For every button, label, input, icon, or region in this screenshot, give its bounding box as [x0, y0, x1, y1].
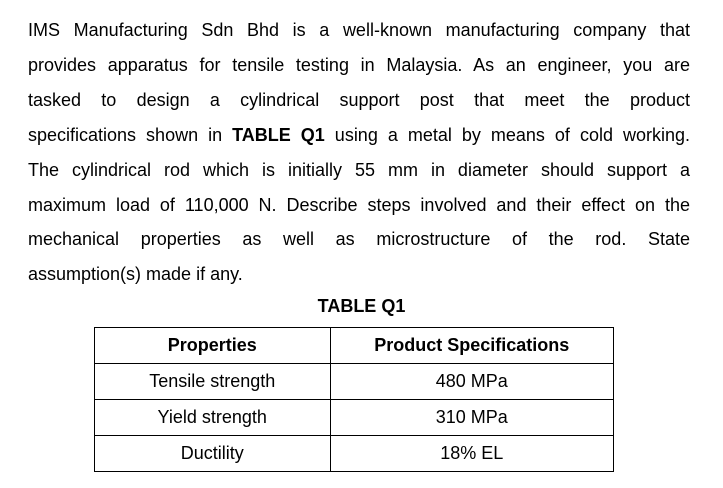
paragraph-text: maximum load of 110,000 N. Describe steps involved and their effect on the: [28, 194, 690, 215]
paragraph-text: The cylindrical rod which is initially 55 mm in diameter should support a: [28, 159, 690, 180]
paragraph-line: [28, 13, 690, 48]
paragraph-line: [28, 188, 690, 223]
table-title: TABLE Q1: [317, 296, 406, 316]
table-reference: TABLE Q1: [232, 124, 325, 145]
paragraph-text: tasked to design a cylindrical support post that meet the product: [28, 89, 690, 110]
spec-table: [94, 327, 614, 472]
paragraph-text: specifications shown in: [28, 124, 233, 145]
table-header-row: [95, 328, 614, 364]
paragraph-line: [28, 48, 690, 83]
table-row: [95, 400, 614, 436]
table-row: [95, 436, 614, 472]
property-cell: Ductility: [95, 436, 331, 472]
property-cell: Tensile strength: [95, 364, 331, 400]
specification-cell: 310 MPa: [330, 400, 613, 436]
paragraph-text: mechanical properties as well as microstructure of the rod. State: [28, 229, 690, 250]
column-header: Product Specifications: [330, 328, 613, 364]
property-cell: Yield strength: [95, 400, 331, 436]
specification-cell: 18% EL: [330, 436, 613, 472]
paragraph-text: provides apparatus for tensile testing in Malaysia. As an engineer, you are: [28, 54, 690, 75]
table-row: [95, 364, 614, 400]
specification-cell: 480 MPa: [330, 364, 613, 400]
question-paragraph: [28, 13, 690, 292]
paragraph-line: [28, 257, 690, 292]
paragraph-line: [28, 118, 690, 153]
paragraph-line: [28, 153, 690, 188]
paragraph-text: IMS Manufacturing Sdn Bhd is a well-known manufacturing company that: [28, 20, 690, 40]
paragraph-text: using a metal by means of cold working.: [324, 124, 690, 145]
paragraph-line: [28, 83, 690, 118]
paragraph-line: [28, 222, 690, 257]
column-header: Properties: [95, 328, 331, 364]
paragraph-text: assumption(s) made if any.: [28, 264, 243, 285]
